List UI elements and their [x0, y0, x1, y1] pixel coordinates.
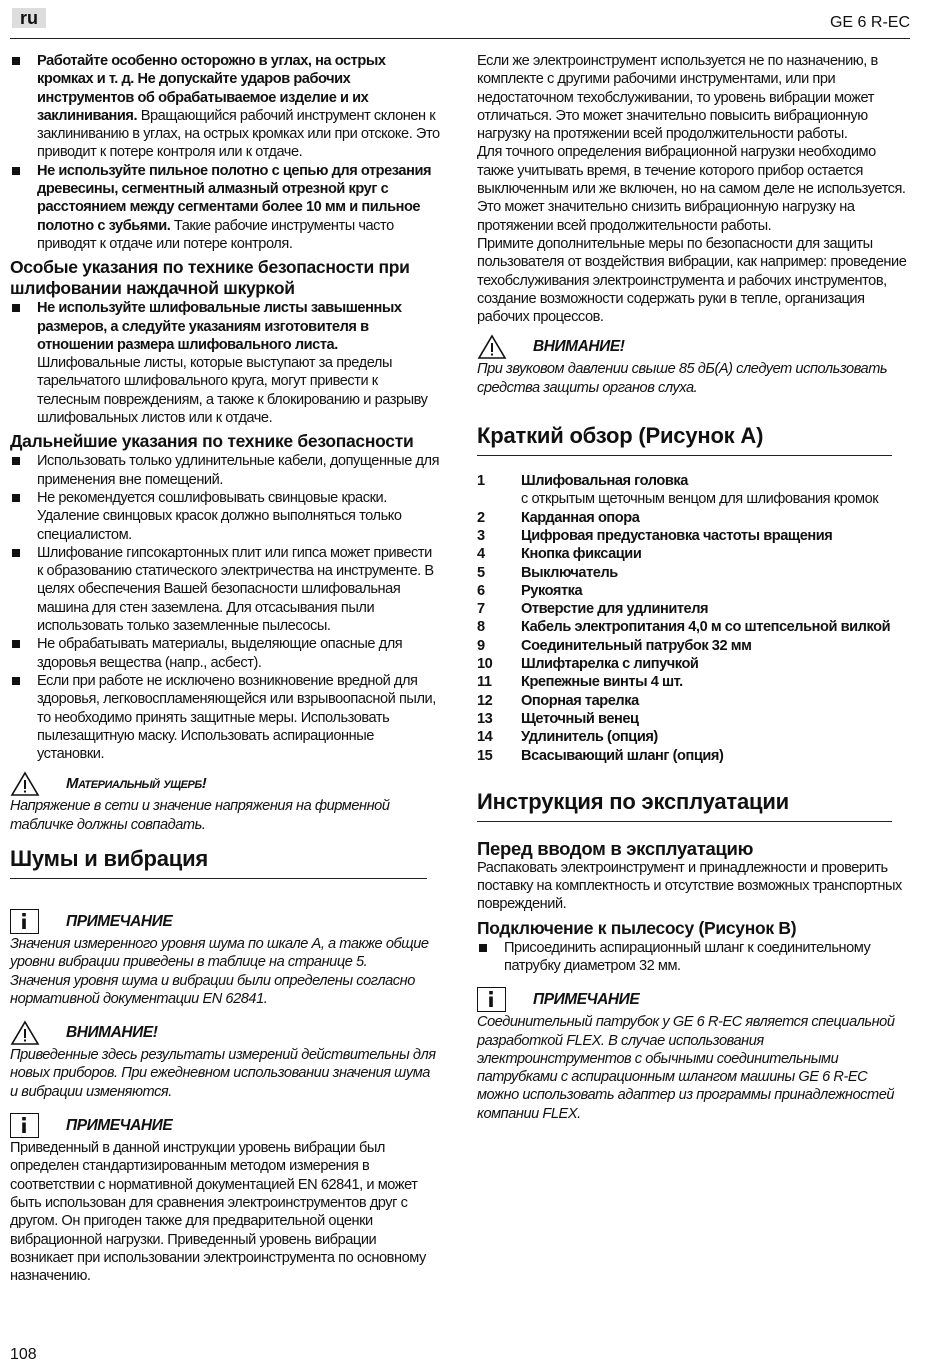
bullet-square-icon [12, 457, 20, 465]
list-item [10, 544, 440, 635]
warning-triangle-icon [10, 771, 40, 797]
heading-further-safety: Дальнейшие указания по технике безопасности [10, 431, 414, 452]
list-item-number: 14 [477, 729, 493, 746]
list-item-text: Отверстие для удлинителя [521, 601, 709, 618]
list-item [10, 672, 440, 763]
list-item [477, 600, 911, 618]
list-item-text: Если при работе не исключено возникновение вредной для здоровья, легковоспламеняющейся или взрывоопасной пыли, то необходимо принять защитные меры. Использовать пылезащитную маску. Использовать аспирационные установки. [37, 672, 436, 763]
before-use-text: Распаковать электроинструмент и принадлежности и проверить поставку на комплектность и отсутствие возможных транспортных повреждений. [477, 859, 902, 913]
bullet-square-icon [479, 944, 487, 952]
bullet-text: Вращающийся рабочий инструмент склонен к заклиниванию в углах, на острых кромках или при отскоке. Это приводит к потере контроля или к отдаче. [37, 107, 440, 161]
bullet-square-icon [12, 304, 20, 312]
model-name: GE 6 R-EC [829, 14, 910, 31]
vibration-paragraph: Примите дополнительные меры по безопасности для защиты пользователя от воздействия вибрации, как например: проведение техобслуживания электроинструмента и рабочих инструментов, создание возможности содержать руки в тепле, организация рабочих процессов. [477, 235, 907, 326]
bullet-square-icon [12, 677, 20, 685]
list-item-text: Не обрабатывать материалы, выделяющие опасные для здоровья вещества (напр., асбест). [37, 636, 403, 671]
list-item-number: 2 [477, 509, 485, 526]
list-item-number: 6 [477, 582, 485, 599]
warning-header [477, 334, 911, 360]
damage-notice-header [10, 771, 440, 797]
bullet-square-icon [12, 167, 20, 175]
vibration-paragraph: Это может значительно снизить вибрационную нагрузку на протяжении всей продолжительности работы. [477, 199, 855, 234]
bullet-square-icon [12, 57, 20, 65]
list-item-text: Всасывающий шланг (опция) [521, 747, 724, 764]
bullet-bold-text: Не используйте пильное полотно с цепью для отрезания древесины, сегментный алмазный отрезной круг с расстоянием между сегментами более 10 мм и пильное полотно с зубьями. [37, 162, 432, 234]
damage-notice-text: Напряжение в сети и значение напряжения на фирменной табличке должны совпадать. [10, 798, 390, 833]
list-item-text: Выключатель [521, 564, 618, 581]
list-item [10, 489, 440, 544]
parts-list [477, 472, 911, 765]
warning-text: При звуковом давлении свыше 85 дБ(А) следует использовать средства защиты органов слуха. [477, 361, 888, 396]
note-text: Значения измеренного уровня шума по шкале А, а также общие уровни вибрации приведены в таблице на странице 5. [10, 935, 429, 971]
note-text: Приведенный в данной инструкции уровень вибрации был определен стандартизированным методом измерения в соответствии с нормативной документацией EN 62841, и может быть использован для сравнения электроинструментов друг с другом. Он пригоден также для предварительной оценки вибрационной нагрузки. Приведенный уровень вибрации возникает при использовании электроинструмента по основному назначению. [10, 1140, 426, 1285]
list-item-text: Присоединить аспирационный шланг к соединительному патрубку диаметром 32 мм. [504, 939, 871, 974]
list-item-number: 15 [477, 747, 493, 764]
list-item-text: Использовать только удлинительные кабели, допущенные для применения вне помещений. [37, 453, 440, 488]
list-item [477, 692, 911, 710]
list-item-text: Карданная опора [521, 509, 640, 526]
heading-noise-vibration: Шумы и вибрация [10, 845, 209, 871]
list-item-text: Рукоятка [521, 582, 583, 599]
page-number: 108 [10, 1346, 37, 1363]
list-item-number: 4 [477, 546, 485, 563]
list-item [477, 545, 911, 563]
note-header [10, 909, 440, 935]
header-rule [10, 38, 910, 39]
list-item [477, 564, 911, 582]
bullet-square-icon [12, 640, 20, 648]
warning-title: ВНИМАНИЕ! [533, 338, 625, 356]
list-item-number: 3 [477, 527, 485, 544]
note-text: Соединительный патрубок у GE 6 R-EC является специальной разработкой FLEX. В случае использования электроинструментов с обычными соединительными патрубками с аспирационным шлангом машины GE 6 R-EC можно использовать адаптер из программы принадлежностей компании FLEX. [477, 1014, 895, 1122]
list-item [10, 452, 440, 489]
list-item [477, 527, 911, 545]
list-item-text: Опорная тарелка [521, 692, 639, 709]
list-item-text: Кабель электропитания 4,0 м со штепсельной вилкой [521, 619, 891, 636]
warning-triangle-icon [477, 334, 507, 360]
list-item-number: 13 [477, 710, 493, 727]
note-title: ПРИМЕЧАНИЕ [66, 912, 173, 930]
list-item-subtext: с открытым щеточным венцом для шлифования кромок [521, 491, 879, 508]
list-item [477, 472, 911, 490]
list-item [477, 673, 911, 691]
list-item-text: Кнопка фиксации [521, 546, 642, 563]
note-title: ПРИМЕЧАНИЕ [66, 1117, 173, 1135]
heading-rule [477, 455, 892, 456]
list-item [477, 618, 911, 636]
bullet-bold-text: Не используйте шлифовальные листы завышенных размеров, а следуйте указаниям изготовителя в отношении размера шлифовального листа. [37, 300, 402, 353]
note-header [10, 1113, 440, 1139]
info-icon [10, 909, 39, 934]
bullet-square-icon [12, 494, 20, 502]
safety-bullet-saw-blade [10, 162, 440, 253]
info-icon [10, 1113, 39, 1138]
list-item-number: 12 [477, 692, 493, 709]
list-item [477, 939, 911, 976]
list-item-number: 11 [477, 674, 492, 691]
list-item [477, 655, 911, 673]
list-item-text: Крепежные винты 4 шт. [521, 674, 683, 691]
list-item-number: 8 [477, 619, 485, 636]
list-item [477, 637, 911, 655]
warning-header [10, 1020, 440, 1046]
warning-title: ВНИМАНИЕ! [66, 1024, 158, 1042]
damage-notice-title: Материальный ущерб! [66, 775, 207, 793]
bullet-text: Такие рабочие инструменты часто приводят к отдаче или потере контроля. [37, 217, 394, 252]
left-column [10, 52, 440, 1285]
list-item [477, 747, 911, 765]
list-item-number: 10 [477, 656, 493, 673]
warning-text: Приведенные здесь результаты измерений действительны для новых приборов. При ежедневном использовании значения шума и вибрации изменяются. [10, 1047, 436, 1100]
list-item-number: 5 [477, 564, 485, 581]
language-badge: ru [12, 8, 46, 28]
note-title: ПРИМЕЧАНИЕ [533, 991, 640, 1009]
bullet-square-icon [12, 549, 20, 557]
heading-overview: Краткий обзор (Рисунок A) [477, 423, 764, 449]
list-item-text: Шлифовальная головка [521, 473, 688, 490]
heading-sanding-safety: Особые указания по технике безопасности при шлифовании наждачной шкуркой [10, 257, 410, 299]
vibration-paragraph: Если же электроинструмент используется не по назначению, в комплекте с другими рабочими инструментами, или при недостаточном техобслуживании, то уровень вибрации может отличаться. Это может значительно повысить вибрационную нагрузку на протяжении всей продолжительности работы. [477, 53, 878, 143]
list-item-text: Шлифтарелка с липучкой [521, 656, 699, 673]
list-item [477, 710, 911, 728]
safety-bullet-corners [10, 52, 440, 162]
safety-bullet-sanding-sheets [10, 299, 440, 427]
right-column [477, 52, 911, 1123]
bullet-bold-text: Работайте особенно осторожно в углах, на острых кромках и т. д. Не допускайте ударов рабочих инструментов об обрабатываемое изделие и их заклинивания. [37, 53, 386, 124]
warning-triangle-icon [10, 1020, 40, 1046]
heading-rule [10, 878, 427, 879]
list-item-number: 7 [477, 601, 485, 618]
list-item-number: 9 [477, 637, 485, 654]
heading-instructions: Инструкция по эксплуатации [477, 788, 789, 814]
list-item-text: Щеточный венец [521, 710, 639, 727]
list-item-text: Удлинитель (опция) [521, 729, 658, 746]
list-item [477, 509, 911, 527]
list-item-text: Шлифование гипсокартонных плит или гипса может привести к образованию статического электричества на инструменте. В целях обеспечения Вашей безопасности шлифовальная машина для стен заземлена. Для отсасывания пыли использовать только заземленные пылесосы. [37, 544, 434, 635]
list-item-text: Не рекомендуется сошлифовывать свинцовые краски. Удаление свинцовых красок должно выполняться только специалистом. [37, 489, 402, 543]
list-item-text: Цифровая предустановка частоты вращения [521, 527, 833, 544]
list-item [477, 728, 911, 746]
bullet-text: Шлифовальные листы, которые выступают за пределы тарельчатого шлифовального круга, могут привести к телесным повреждениям, а также к блокированию и разрыву шлифовальных листов или к отдаче. [37, 355, 428, 427]
info-icon [477, 987, 506, 1012]
heading-rule [477, 821, 892, 822]
heading-before-use: Перед вводом в эксплуатацию [477, 837, 754, 859]
list-item-number: 1 [477, 473, 485, 490]
list-item [10, 635, 440, 672]
list-item-text: Соединительный патрубок 32 мм [521, 637, 752, 654]
vibration-paragraph: Для точного определения вибрационной нагрузки необходимо также учитывать время, в течение которого прибор остается выключенным или же включен, но на самом деле не используется. [477, 144, 906, 198]
list-item [477, 582, 911, 600]
heading-vacuum-connection: Подключение к пылесосу (Рисунок B) [477, 917, 797, 938]
note-header [477, 987, 911, 1013]
note-text: Значения уровня шума и вибрации были определены согласно нормативной документации EN 62841. [10, 972, 415, 1007]
